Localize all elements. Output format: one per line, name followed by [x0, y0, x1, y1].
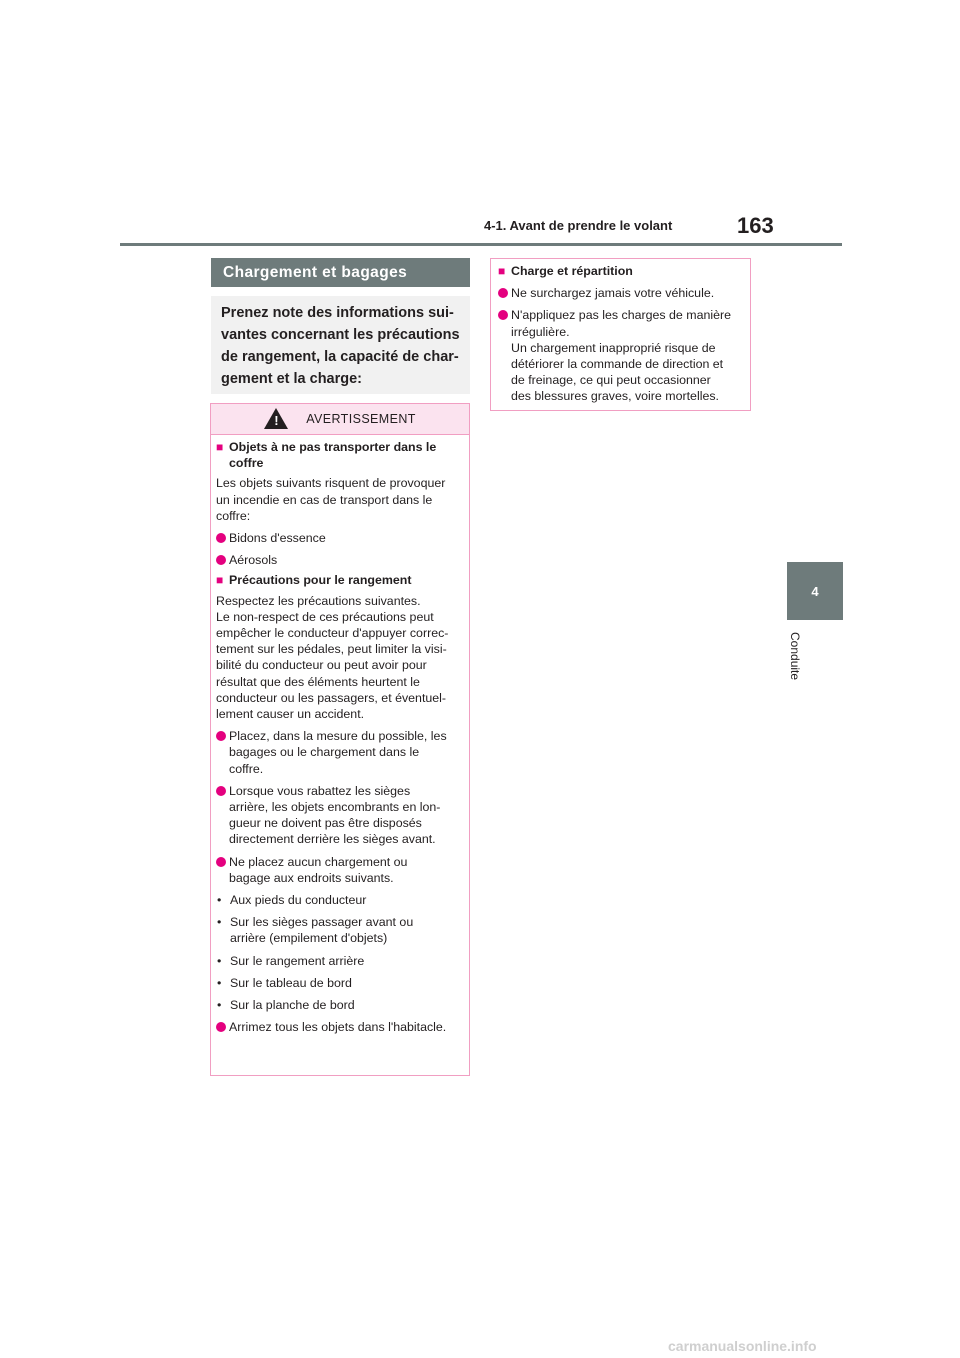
- item-text: Lorsque vous rabattez les sièges arrière, les objets encombrants en lon- gueur ne doivent pas être disposés directement derrière les sièges avant.: [229, 783, 441, 847]
- chapter-label: [788, 632, 804, 692]
- header-divider: [120, 243, 842, 246]
- sub-item: [216, 953, 463, 969]
- bullet-item: [216, 783, 463, 848]
- header-section-title: 4-1. Avant de prendre le volant: [484, 218, 673, 233]
- item-text: Placez, dans la mesure du possible, les bagages ou le chargement dans le coffre.: [229, 729, 447, 776]
- circle-bullet-icon: [498, 285, 511, 301]
- dot-marker: •: [217, 915, 222, 930]
- chapter-tab: 4: [787, 562, 843, 620]
- item-text: Charge et répartition: [511, 264, 633, 278]
- load-distribution-box: [490, 258, 751, 411]
- item-text: Ne surchargez jamais votre véhicule.: [511, 286, 715, 301]
- subheading: [216, 439, 463, 471]
- dot-marker: •: [217, 998, 222, 1013]
- item-text: Sur la planche de bord: [230, 998, 355, 1013]
- warning-box: [210, 403, 470, 1076]
- circle-bullet-icon: [216, 1019, 229, 1035]
- dot-marker: •: [217, 953, 222, 968]
- intro-line: de rangement, la capacité de char-: [221, 349, 459, 365]
- circle-bullet-icon: [216, 530, 229, 546]
- bullet-item: [498, 307, 744, 404]
- dot-marker: •: [217, 975, 222, 990]
- circle-bullet-icon: [216, 854, 229, 886]
- sub-item: [216, 997, 463, 1013]
- bullet-item: [216, 854, 463, 886]
- subheading: [216, 572, 463, 588]
- bullet-item: [216, 1019, 463, 1035]
- intro-line: gement et la charge:: [221, 371, 363, 387]
- dot-marker: •: [217, 893, 222, 908]
- item-text: Sur le rangement arrière: [230, 953, 365, 968]
- sub-item: [216, 914, 463, 946]
- square-bullet-icon: ■: [216, 573, 224, 588]
- circle-bullet-icon: [216, 728, 229, 777]
- intro-box: [211, 296, 470, 394]
- item-text: Aérosols: [229, 553, 278, 568]
- footer-watermark: carmanualsonline.info: [668, 1338, 817, 1354]
- item-text: Bidons d'essence: [229, 531, 326, 546]
- paragraph: Respectez les précautions suivantes. Le non-respect de ces précautions peut empêcher le conducteur d'appuyer correc- tement sur les pédales, peut limiter la visi- bilité du conducteur ou peut avoir pour résultat que des éléments heurtent le conducteur ou les passagers, et éventuel- lement causer un accident.: [216, 593, 449, 722]
- item-text: Objets à ne pas transporter dans le coffre: [229, 440, 437, 471]
- sub-item: [216, 975, 463, 991]
- circle-bullet-icon: [216, 552, 229, 568]
- item-text: Sur les sièges passager avant ou arrière (empilement d'objets): [230, 915, 414, 946]
- section-title: Chargement et bagages: [211, 258, 470, 287]
- bullet-item: [216, 552, 463, 568]
- warning-triangle-icon: [264, 408, 288, 429]
- bullet-item: [498, 285, 744, 301]
- subheading: [498, 263, 744, 279]
- page-number: 163: [737, 213, 774, 238]
- item-text: Précautions pour le rangement: [229, 573, 412, 588]
- sub-item: [216, 892, 463, 908]
- intro-line: Prenez note des informations sui-: [221, 305, 454, 321]
- item-text: Sur le tableau de bord: [230, 975, 352, 990]
- warning-title: AVERTISSEMENT: [306, 411, 416, 426]
- square-bullet-icon: ■: [498, 264, 506, 278]
- bullet-item: [216, 530, 463, 546]
- warning-body: [211, 435, 469, 1036]
- square-bullet-icon: ■: [216, 440, 224, 454]
- circle-bullet-icon: [216, 783, 229, 848]
- chapter-label-text: Conduite: [788, 632, 802, 681]
- item-text: Aux pieds du conducteur: [230, 893, 367, 908]
- intro-line: vantes concernant les précautions: [221, 327, 460, 343]
- paragraph: Les objets suivants risquent de provoquer un incendie en cas de transport dans le coffre:: [216, 476, 446, 523]
- warning-header: [211, 404, 469, 435]
- item-text: Arrimez tous les objets dans l'habitacle.: [229, 1020, 447, 1035]
- circle-bullet-icon: [498, 307, 511, 404]
- item-text: N'appliquez pas les charges de manière irrégulière. Un chargement inapproprié risque de détériorer la commande de direction et de freinage, ce qui peut occasionner des blessures graves, voire mortelles.: [511, 308, 732, 404]
- item-text: Ne placez aucun chargement ou bagage aux endroits suivants.: [229, 854, 408, 885]
- bullet-item: [216, 728, 463, 777]
